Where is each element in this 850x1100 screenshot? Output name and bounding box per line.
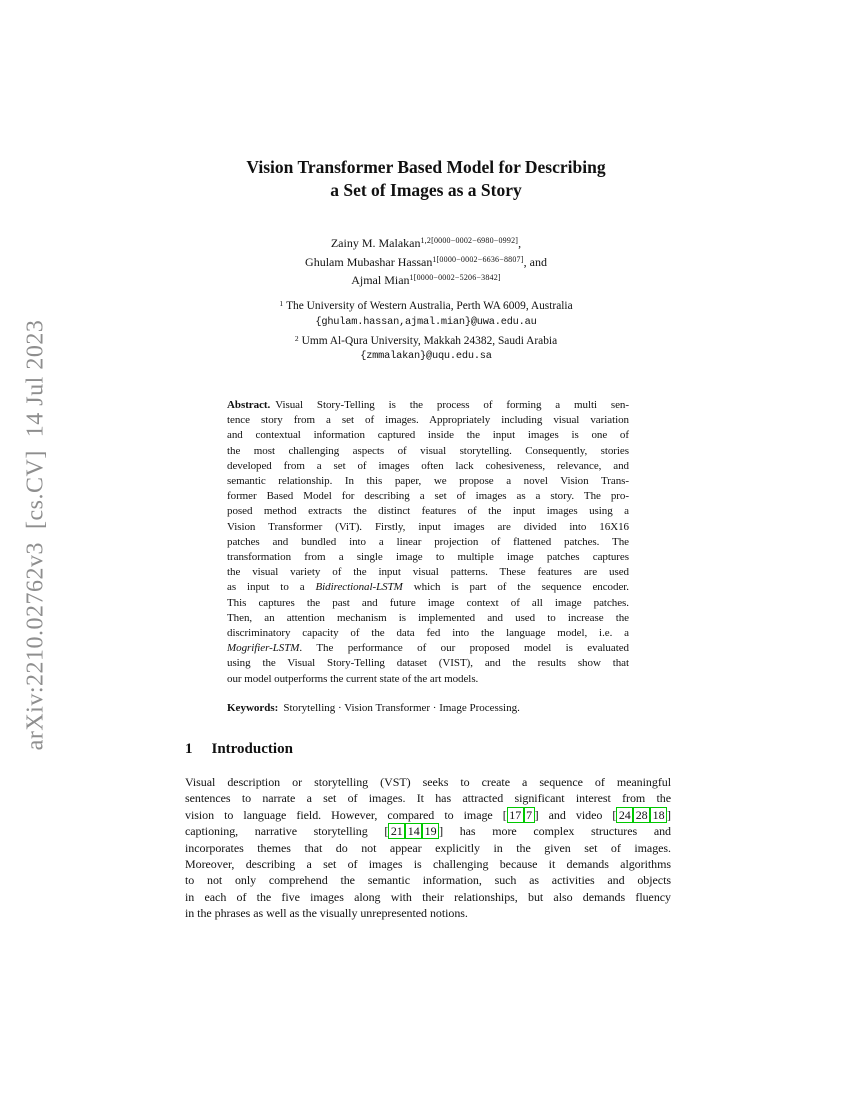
citation-link[interactable]: 7	[524, 807, 535, 823]
email-line: {ghulam.hassan,ajmal.mian}@uwa.edu.au	[315, 315, 537, 328]
author-line	[185, 233, 667, 252]
abstract-line: This captures the past and future image context of all image patches.	[227, 596, 629, 609]
intro-line: Moreover, describing a set of images is challenging because it demands algorithms	[185, 857, 671, 872]
intro-line: vision to language field. However, compared to image [ 17 7 ] and video [ 24 28 18 ]	[185, 807, 671, 822]
abstract-line: discriminatory capacity of the data fed into the language model, i.e. a	[227, 627, 629, 640]
intro-line: in the phrases as well as the visually unrepresented notions.	[185, 906, 468, 921]
abstract-line: posed method extracts the distinct features of the input images using a	[227, 505, 629, 518]
abstract-line: the visual variety of the input visual patterns. These features are used	[227, 566, 629, 579]
affiliation-line	[185, 331, 667, 350]
citation-link[interactable]: 17	[507, 807, 524, 823]
abstract-line: our model outperforms the current state of the art models.	[227, 672, 479, 685]
abstract-label: Abstract.	[227, 399, 271, 411]
abstract-line: developed from a set of images often lack cohesiveness, relevance, and	[227, 459, 629, 472]
author-name: Zainy M. Malakan	[330, 236, 421, 250]
intro-line: sentences to narrate a set of images. It has attracted significant interest from the	[185, 791, 671, 806]
cite-bracket: ]	[667, 807, 671, 822]
keywords-line	[227, 702, 629, 714]
abstract-line: and contextual information captured inside the input images is one of	[227, 429, 629, 442]
citation-link[interactable]: 19	[422, 823, 439, 839]
author-line	[185, 270, 667, 289]
author-separator: ,	[518, 236, 522, 250]
citation-link[interactable]: 28	[633, 807, 650, 823]
author-name: Ghulam Mubashar Hassan	[305, 254, 433, 269]
italic-term: Bidirectional-LSTM	[315, 581, 403, 594]
paper-title	[185, 156, 667, 202]
abstract-line: transformation from a single image to multiple image patches captures	[227, 551, 629, 564]
abstract-line: using the Visual Story-Telling dataset (VIST), and the results show that	[227, 657, 629, 670]
author-block	[185, 233, 667, 289]
abstract-line: tence story from a set of images. Appropriately including visual variation	[227, 414, 629, 427]
intro-line: Visual description or storytelling (VST) seeks to create a sequence of meaningful	[185, 775, 671, 789]
author-separator: , and	[523, 254, 547, 269]
abstract-line: Vision Transformer (ViT). Firstly, input images are divided into 16X16	[227, 520, 629, 533]
abstract-line: Then, an attention mechanism is implemented and used to increase the	[227, 611, 629, 624]
citation-link[interactable]: 18	[650, 807, 667, 823]
keywords-label: Keywords:	[227, 702, 279, 714]
section-heading	[185, 741, 671, 758]
citation-link[interactable]: 21	[388, 823, 405, 839]
affiliation-text: Umm Al-Qura University, Makkah 24382, Saudi Arabia	[301, 334, 558, 347]
abstract-line: former Based Model for describing a set of images as a story. The pro-	[227, 490, 629, 503]
paper-title-line1: Vision Transformer Based Model for Describing	[246, 157, 606, 177]
intro-line: incorporates themes that do not appear explicitly in the given set of images.	[185, 840, 671, 855]
citation-link[interactable]: 14	[405, 823, 422, 839]
arxiv-stamp: arXiv:2210.02762v3 [cs.CV] 14 Jul 2023	[22, 319, 49, 751]
author-name: Ajmal Mian	[351, 273, 410, 287]
section-title: Introduction	[211, 741, 293, 757]
keywords-text: Storytelling · Vision Transformer · Image Processing.	[283, 702, 520, 714]
abstract-line: the most challenging aspects of visual storytelling. Consequently, stories	[227, 444, 629, 457]
abstract-line: semantic relationship. In this paper, we propose a novel Vision Trans-	[227, 475, 629, 488]
abstract	[227, 398, 629, 687]
author-orcid: 1,2[0000−0002−6980−0992]	[420, 236, 519, 245]
affiliation-line	[185, 296, 667, 315]
affiliation-text: The University of Western Australia, Perth WA 6009, Australia	[286, 300, 573, 312]
affiliation-marker: 2	[294, 333, 299, 343]
intro-line: captioning, narrative storytelling [ 21 14 19 ] has more complex structures and	[185, 824, 671, 839]
affiliation-marker: 1	[279, 299, 284, 308]
intro-line: to not only comprehend the semantic information, such as activities and objects	[185, 873, 671, 888]
abstract-line: Mogrifier-LSTM. The performance of our proposed model is evaluated	[227, 642, 629, 655]
cite-bracket: ]	[439, 824, 444, 839]
cite-bracket: [	[502, 807, 507, 822]
abstract-line: Abstract. Visual Story-Telling is the process of forming a multi sen-	[227, 399, 629, 411]
cite-bracket: ]	[534, 807, 539, 822]
abstract-line: patches and bundled into a linear projection of flattened patches. The	[227, 535, 629, 548]
affiliation-block	[185, 296, 667, 365]
cite-bracket: [	[612, 807, 617, 822]
italic-term: Mogrifier-LSTM	[227, 642, 300, 655]
section-number: 1	[185, 741, 193, 757]
author-orcid: 1[0000−0002−6636−8807]	[432, 254, 524, 264]
intro-line: in each of the five images along with their relationships, but also demands fluency	[185, 889, 671, 904]
email-line: {zmmalakan}@uqu.edu.sa	[360, 350, 492, 363]
citation-link[interactable]: 24	[616, 807, 633, 823]
cite-bracket: [	[384, 824, 389, 839]
author-line	[185, 252, 667, 271]
introduction-body	[185, 774, 671, 922]
paper-title-line2: a Set of Images as a Story	[330, 180, 522, 200]
abstract-line: as input to a Bidirectional-LSTM which is part of the sequence encoder.	[227, 581, 629, 594]
author-orcid: 1[0000−0002−5206−3842]	[409, 273, 501, 282]
